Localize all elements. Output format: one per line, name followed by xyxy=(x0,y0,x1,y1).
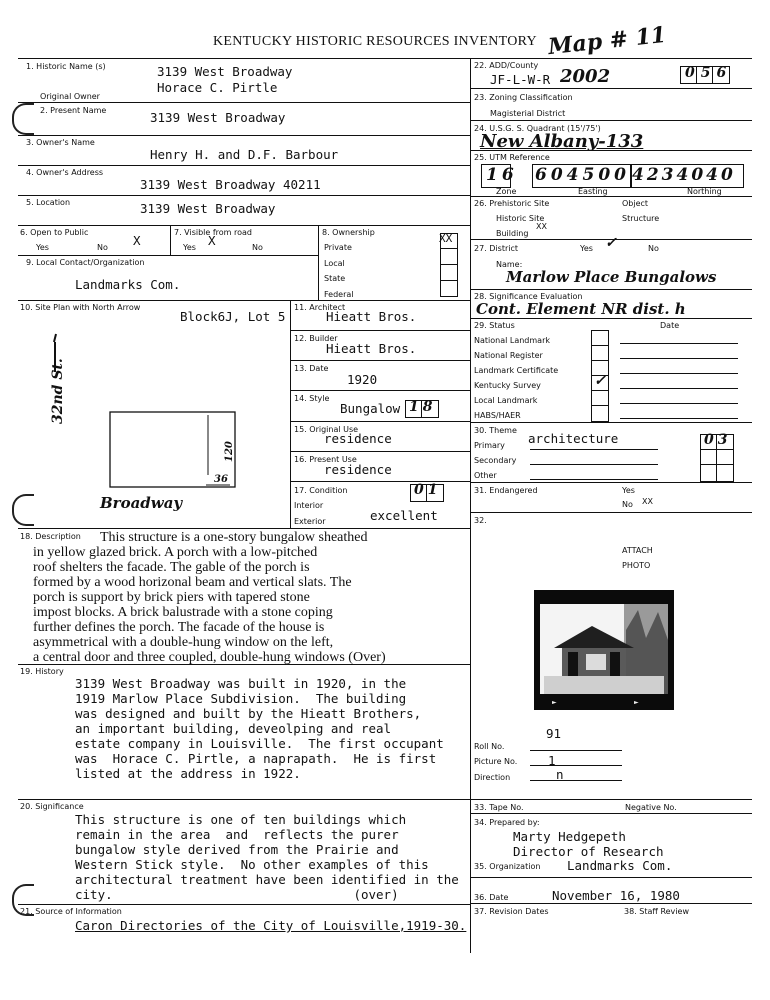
svg-text:►: ► xyxy=(552,699,557,706)
street-label-side: 32nd St. xyxy=(50,358,66,424)
svg-text:►: ► xyxy=(634,699,639,706)
punch-hole-mark xyxy=(12,103,34,135)
dim-front: 36 xyxy=(214,474,228,485)
bungalow-photo xyxy=(534,590,674,710)
form-title: KENTUCKY HISTORIC RESOURCES INVENTORY xyxy=(213,34,537,49)
checkmark-icon: ✓ xyxy=(594,373,606,389)
rule xyxy=(18,58,752,59)
dim-side: 120 xyxy=(224,441,235,462)
street-label-front: Broadway xyxy=(100,494,183,512)
site-plan-divider xyxy=(290,300,291,528)
map-note: Map # 11 xyxy=(546,21,668,61)
checkmark-icon: ✓ xyxy=(605,235,617,251)
column-divider xyxy=(470,58,471,953)
